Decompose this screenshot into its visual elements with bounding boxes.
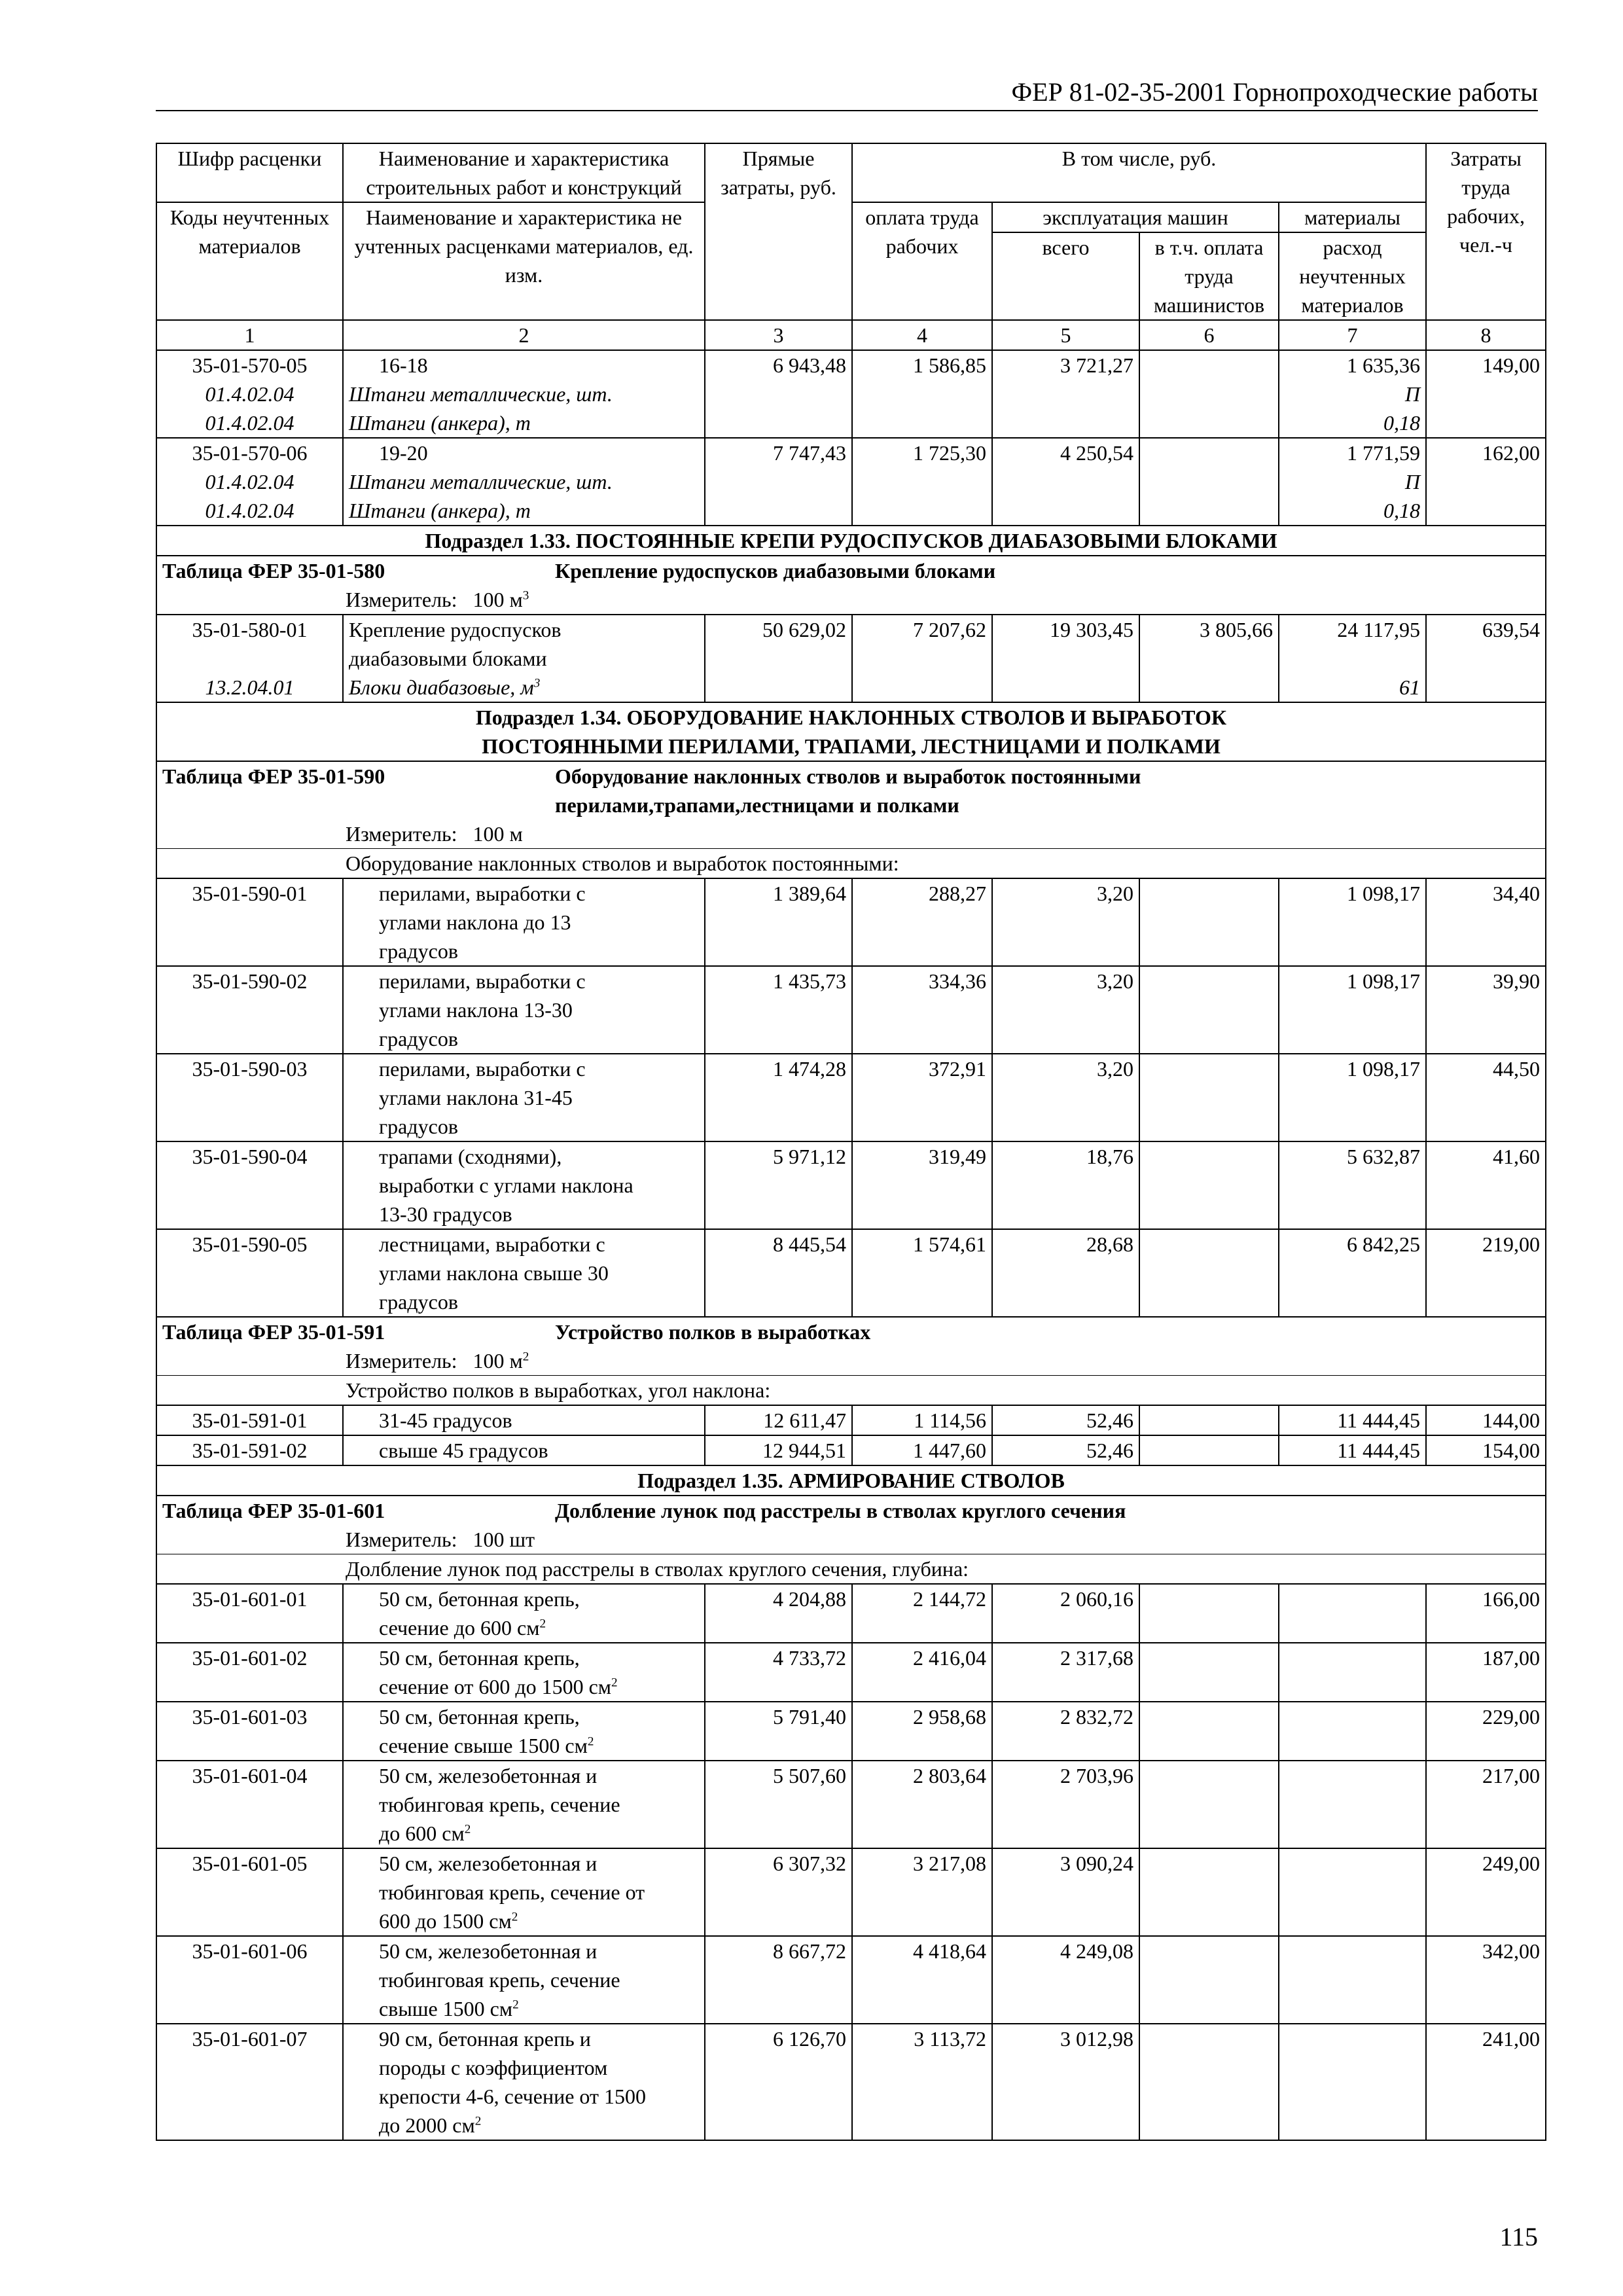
table-row: 35-01-570-06 19-20 7 747,43 1 725,30 4 250,54 1 771,59 162,00: [156, 438, 1546, 467]
col-number-8: 8: [1426, 320, 1546, 350]
table-row: 35-01-601-05 50 см, железобетонная и тюбинговая крепь, сечение от 600 до 1500 $см^2$ 6 307,32 3 217,08 3 090,24 249,00: [156, 1848, 1546, 1936]
measure-line: Измеритель: 100 шт: [156, 1525, 1546, 1554]
table-row: 35-01-590-03 перилами, выработки с углами наклона 31-45 градусов 1 474,28 372,91 3,20 1 098,17 44,50: [156, 1054, 1546, 1141]
head-code-alt: Коды неучтенных материалов: [156, 202, 343, 320]
group-intro: Долбление лунок под расстрелы в стволах круглого сечения, глубина:: [156, 1554, 1546, 1585]
table-row: 35-01-601-04 50 см, железобетонная и тюбинговая крепь, сечение до 600 $см^2$ 5 507,60 2 803,64 2 703,96 217,00: [156, 1761, 1546, 1848]
material-row: 01.4.02.04 Штанги металлические, шт. П: [156, 380, 1546, 408]
price-table: [156, 143, 1546, 2141]
table-row: 35-01-601-06 50 см, железобетонная и тюбинговая крепь, сечение свыше 1500 $см^2$ 8 667,72 4 418,64 4 249,08 342,00: [156, 1936, 1546, 2024]
head-code: Шифр расценки: [156, 143, 343, 202]
head-machines-total: всего: [992, 232, 1139, 320]
running-header: [156, 73, 1538, 111]
table-row: 35-01-570-05 16-18 6 943,48 1 586,85 3 721,27 1 635,36 149,00: [156, 350, 1546, 380]
col-number-7: 7: [1279, 320, 1426, 350]
col-number-6: 6: [1139, 320, 1279, 350]
head-name: Наименование и характеристика строительных работ и конструкций: [343, 143, 705, 202]
subsection-title: Подраздел 1.35. АРМИРОВАНИЕ СТВОЛОВ: [156, 1465, 1546, 1496]
table-heading: Таблица ФЕР 35-01-601 Долбление лунок под расстрелы в стволах круглого сечения: [156, 1496, 1546, 1525]
subsection-title: Подраздел 1.33. ПОСТОЯННЫЕ КРЕПИ РУДОСПУСКОВ ДИАБАЗОВЫМИ БЛОКАМИ: [156, 526, 1546, 556]
col-number-1: 1: [156, 320, 343, 350]
col-number-5: 5: [992, 320, 1139, 350]
table-heading: Таблица ФЕР 35-01-580 Крепление рудоспусков диабазовыми блоками: [156, 556, 1546, 585]
col-number-3: 3: [705, 320, 852, 350]
table-row: 35-01-590-01 перилами, выработки с углами наклона до 13 градусов 1 389,64 288,27 3,20 1 098,17 34,40: [156, 878, 1546, 966]
table-row: 35-01-590-05 лестницами, выработки с углами наклона свыше 30 градусов 8 445,54 1 574,61 28,68 6 842,25 219,00: [156, 1229, 1546, 1317]
table-row: 35-01-601-03 50 см, бетонная крепь, сечение свыше 1500 $см^2$ 5 791,40 2 958,68 2 832,72 229,00: [156, 1702, 1546, 1761]
head-incl: В том числе, руб.: [852, 143, 1426, 202]
material-row: 01.4.02.04 Штанги (анкера), т 0,18: [156, 408, 1546, 438]
material-row: 01.4.02.04 Штанги (анкера), т 0,18: [156, 496, 1546, 526]
head-direct: Прямые затраты, руб.: [705, 143, 852, 320]
table-row: 35-01-590-04 трапами (сходнями), выработки с углами наклона 13-30 градусов 5 971,12 319,49 18,76 5 632,87 41,60: [156, 1141, 1546, 1229]
running-title: ФЕР 81-02-35-2001 Горнопроходческие работы: [1011, 77, 1538, 107]
material-row: 13.2.04.01 Блоки диабазовые, $м^3$ 61: [156, 673, 1546, 702]
table-row: 35-01-590-02 перилами, выработки с углами наклона 13-30 градусов 1 435,73 334,36 3,20 1 098,17 39,90: [156, 966, 1546, 1054]
group-intro: Устройство полков в выработках, угол наклона:: [156, 1376, 1546, 1406]
col-number-2: 2: [343, 320, 705, 350]
table-row: 35-01-601-02 50 см, бетонная крепь, сечение от 600 до 1500 $см^2$ 4 733,72 2 416,04 2 317,68 187,00: [156, 1643, 1546, 1702]
table-row: 35-01-601-01 50 см, бетонная крепь, сечение до 600 $см^2$ 4 204,88 2 144,72 2 060,16 166,00: [156, 1584, 1546, 1643]
col-number-4: 4: [852, 320, 992, 350]
head-machines: эксплуатация машин: [992, 202, 1279, 232]
page-number: 115: [1499, 2222, 1538, 2251]
measure-line: Измеритель: 100 м: [156, 819, 1546, 849]
measure-line: Измеритель: 100 $м^3$: [156, 585, 1546, 615]
head-name-alt: Наименование и характеристика не учтенных расценками материалов, ед. изм.: [343, 202, 705, 320]
table-heading: Таблица ФЕР 35-01-591 Устройство полков в выработках: [156, 1317, 1546, 1346]
table-heading: Таблица ФЕР 35-01-590 Оборудование наклонных стволов и выработок постоянными перилами,трапами,лестницами и полками: [156, 761, 1546, 819]
table-row: 35-01-601-07 90 см, бетонная крепь и породы с коэффициентом крепости 4-6, сечение от 1500 до 2000 $см^2$ 6 126,70 3 113,72 3 012,98 241,00: [156, 2024, 1546, 2140]
material-row: 01.4.02.04 Штанги металлические, шт. П: [156, 467, 1546, 496]
head-materials: материалы: [1279, 202, 1426, 232]
measure-line: Измеритель: 100 $м^2$: [156, 1346, 1546, 1376]
head-wage: оплата труда рабочих: [852, 202, 992, 320]
subsection-title: Подраздел 1.34. ОБОРУДОВАНИЕ НАКЛОННЫХ СТВОЛОВ И ВЫРАБОТОК ПОСТОЯННЫМИ ПЕРИЛАМИ, ТРАПАМИ, ЛЕСТНИЦАМИ И ПОЛКАМИ: [156, 702, 1546, 761]
head-material-use: расход неучтенных материалов: [1279, 232, 1426, 320]
table-row: 35-01-591-02 свыше 45 градусов 12 944,51 1 447,60 52,46 11 444,45 154,00: [156, 1435, 1546, 1465]
head-labor: Затраты труда рабочих, чел.-ч: [1426, 143, 1546, 320]
table-row: 35-01-591-01 31-45 градусов 12 611,47 1 114,56 52,46 11 444,45 144,00: [156, 1405, 1546, 1435]
group-intro: Оборудование наклонных стволов и выработок постоянными:: [156, 849, 1546, 879]
table-row: 35-01-580-01 Крепление рудоспусков диабазовыми блоками 50 629,02 7 207,62 19 303,45 3 805,66 24 117,95 639,54: [156, 615, 1546, 673]
head-machinist-wage: в т.ч. оплата труда машинистов: [1139, 232, 1279, 320]
